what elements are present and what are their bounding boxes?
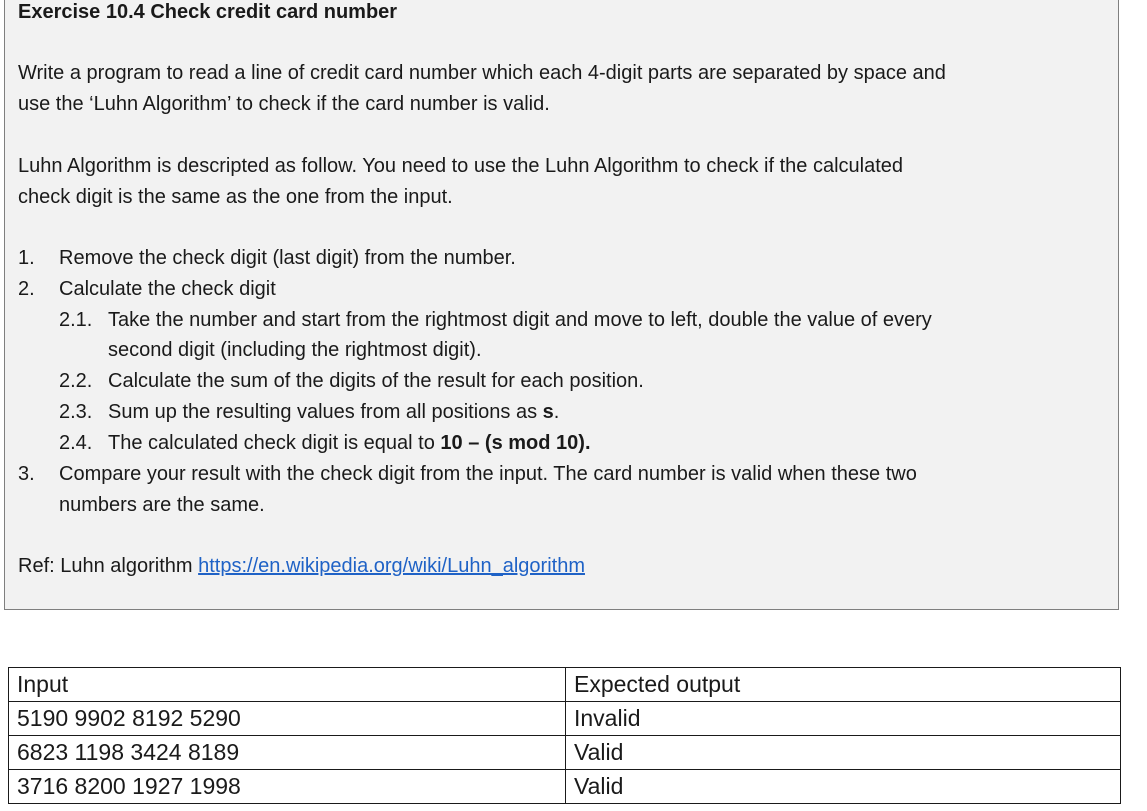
header-expected-output: Expected output bbox=[566, 668, 1121, 702]
header-input: Input bbox=[9, 668, 566, 702]
step-1-number: 1. bbox=[18, 247, 35, 269]
substep-2-4-number: 2.4. bbox=[59, 432, 93, 454]
description-line-1: Luhn Algorithm is descripted as follow. You need to use the Luhn Algorithm to check if the calculated bbox=[18, 155, 904, 177]
test-cases-table bbox=[8, 667, 1121, 804]
step-3-number: 3. bbox=[18, 463, 35, 485]
cell-input: 3716 8200 1927 1998 bbox=[9, 770, 566, 804]
step-2-number: 2. bbox=[18, 278, 35, 300]
cell-expected-output: Valid bbox=[566, 770, 1121, 804]
exercise-box bbox=[4, 0, 1119, 610]
step-3-line-2: numbers are the same. bbox=[59, 494, 265, 516]
substep-2-1-line-2: second digit (including the rightmost digit). bbox=[108, 339, 482, 361]
substep-2-4-text-pre: The calculated check digit is equal to bbox=[108, 432, 441, 454]
step-1-text: Remove the check digit (last digit) from the number. bbox=[59, 247, 516, 269]
cell-input: 5190 9902 8192 5290 bbox=[9, 702, 566, 736]
table-row bbox=[9, 736, 1121, 770]
description-line-2: check digit is the same as the one from the input. bbox=[18, 186, 453, 208]
substep-2-1-line-1: Take the number and start from the rightmost digit and move to left, double the value of every bbox=[108, 309, 932, 331]
substep-2-4-text-bold: 10 – (s mod 10) bbox=[440, 432, 585, 454]
substep-2-4-text-post: . bbox=[584, 432, 591, 454]
intro-line-2: use the ‘Luhn Algorithm’ to check if the card number is valid. bbox=[18, 93, 550, 115]
table-row bbox=[9, 702, 1121, 736]
exercise-title: Exercise 10.4 Check credit card number bbox=[18, 1, 398, 23]
reference-label: Ref: Luhn algorithm bbox=[18, 555, 199, 577]
luhn-algorithm-link[interactable]: https://en.wikipedia.org/wiki/Luhn_algorithm bbox=[198, 555, 585, 577]
step-3-line-1: Compare your result with the check digit from the input. The card number is valid when these two bbox=[59, 463, 917, 485]
table-header-row bbox=[9, 668, 1121, 702]
substep-2-2-text: Calculate the sum of the digits of the result for each position. bbox=[108, 370, 644, 392]
substep-2-1-number: 2.1. bbox=[59, 309, 93, 331]
cell-input: 6823 1198 3424 8189 bbox=[9, 736, 566, 770]
substep-2-3-text-pre: Sum up the resulting values from all positions as bbox=[108, 401, 543, 423]
substep-2-3-text-post: . bbox=[553, 401, 560, 423]
substep-2-3-text-bold: s bbox=[542, 401, 554, 423]
substep-2-3-number: 2.3. bbox=[59, 401, 93, 423]
step-2-text: Calculate the check digit bbox=[59, 278, 276, 300]
substep-2-3-text bbox=[108, 400, 559, 424]
reference-line bbox=[18, 554, 585, 578]
cell-expected-output: Invalid bbox=[566, 702, 1121, 736]
substep-2-2-number: 2.2. bbox=[59, 370, 93, 392]
intro-line-1: Write a program to read a line of credit card number which each 4-digit parts are separated by space and bbox=[18, 62, 946, 84]
substep-2-4-text bbox=[108, 431, 591, 455]
cell-expected-output: Valid bbox=[566, 736, 1121, 770]
table-row bbox=[9, 770, 1121, 804]
